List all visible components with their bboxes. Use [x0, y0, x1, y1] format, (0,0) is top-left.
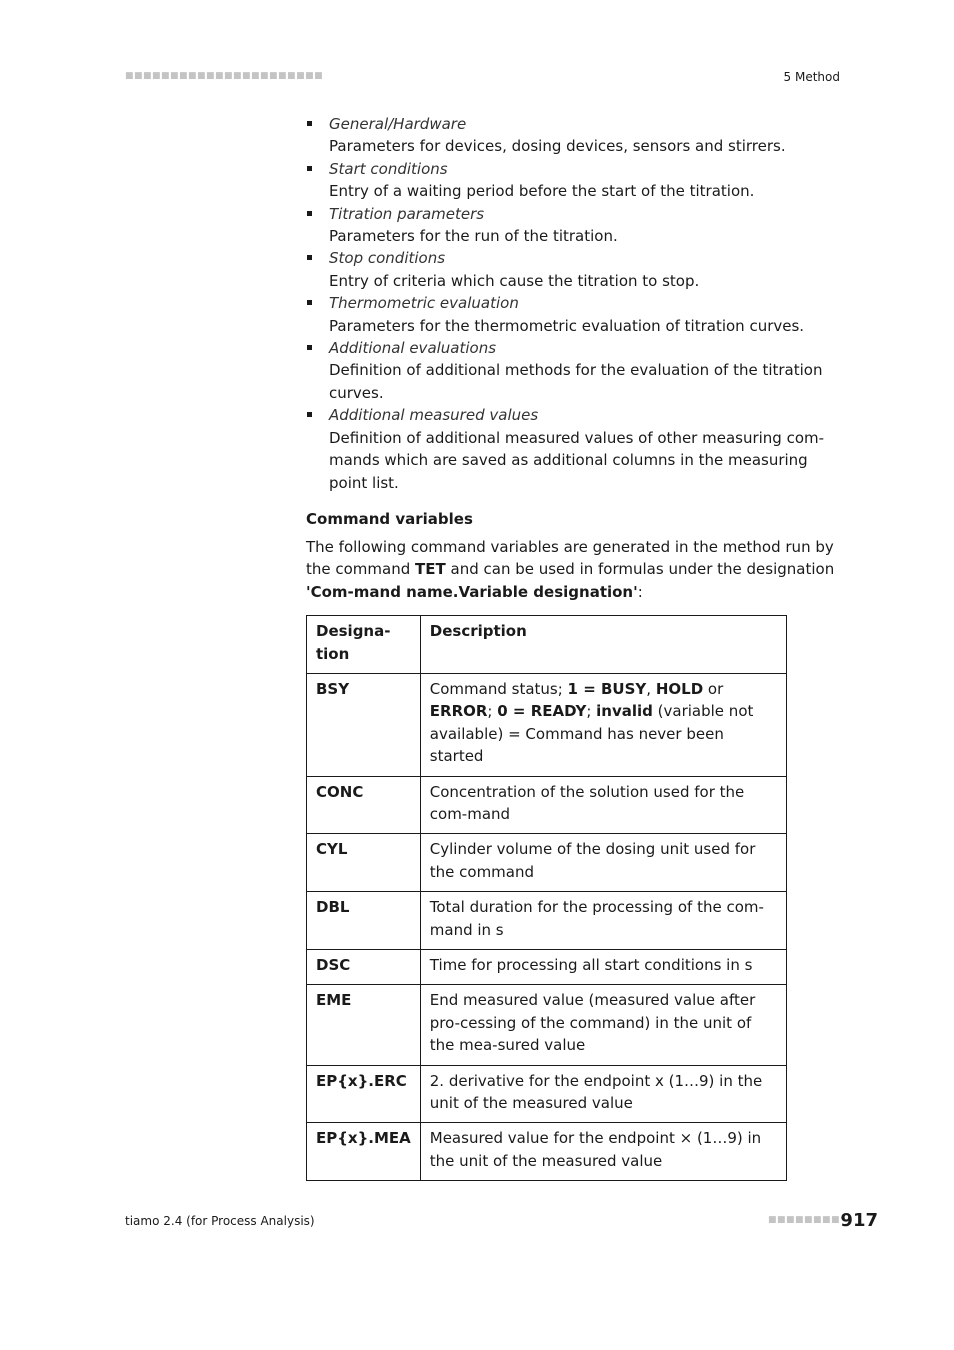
desc-bold: HOLD [655, 679, 704, 698]
bullet-icon [307, 255, 312, 260]
desc-text: , [646, 679, 656, 698]
variable-code: DBL [307, 892, 421, 950]
list-item-title: Additional evaluations [329, 339, 497, 358]
variable-code: EP{x}.ERC [307, 1065, 421, 1123]
list-item-title: General/Hardware [329, 115, 467, 133]
bullet-icon [307, 121, 312, 126]
page-number: 917 [840, 1210, 878, 1231]
list-item-title: Titration parameters [329, 204, 485, 223]
desc-text: ; [586, 702, 597, 721]
variable-description: Cylinder volume of the dosing unit used for the command [420, 834, 786, 892]
desc-text: or [703, 679, 724, 698]
header-decoration: ■■■■■■■■■■■■■■■■■■■■■■ [125, 71, 324, 81]
desc-bold: 1 = BUSY [567, 679, 647, 698]
list-item [306, 404, 838, 494]
variable-code: DSC [307, 950, 421, 985]
command-variables-table [306, 615, 787, 1181]
list-item-desc: Entry of criteria which cause the titration to stop. [329, 271, 700, 290]
variable-description: 2. derivative for the endpoint x (1…9) in the unit of the measured value [420, 1065, 786, 1123]
intro-paragraph [306, 536, 838, 603]
running-header-section: 5 Method [783, 70, 840, 84]
list-item [306, 337, 838, 404]
list-item-title: Thermometric evaluation [329, 294, 519, 313]
column-header-designation: Designa-tion [307, 616, 421, 674]
variable-code: BSY [307, 673, 421, 776]
table-row [307, 985, 787, 1065]
variable-code: CYL [307, 834, 421, 892]
list-item-desc: Definition of additional methods for the evaluation of the titration curves. [329, 361, 823, 402]
footer-decoration: ■■■■■■■■ [767, 1215, 840, 1225]
desc-bold: 0 = READY [497, 702, 587, 721]
parameter-list [306, 113, 838, 494]
desc-bold: invalid [596, 702, 653, 721]
section-heading: Command variables [306, 509, 473, 528]
list-item-title: Start conditions [329, 159, 448, 178]
designation-format: 'Com-mand name.Variable designation' [306, 582, 638, 601]
table-row [307, 950, 787, 985]
list-item-title: Stop conditions [329, 249, 446, 268]
table-row [307, 673, 787, 776]
variable-description [420, 673, 786, 776]
bullet-icon [307, 166, 312, 171]
variable-description: Time for processing all start conditions in s [420, 950, 786, 985]
desc-text: Command status; [429, 679, 568, 698]
variable-description: End measured value (measured value after pro-cessing of the command) in the unit of the mea-sured value [420, 985, 786, 1065]
footer-product-name: tiamo 2.4 (for Process Analysis) [125, 1214, 315, 1228]
variable-description: Measured value for the endpoint × (1…9) in the unit of the measured value [420, 1123, 786, 1181]
list-item-desc: Parameters for devices, dosing devices, sensors and stirrers. [329, 137, 786, 156]
command-name: TET [415, 560, 446, 579]
intro-text: : [637, 582, 643, 601]
table-row [307, 776, 787, 834]
list-item-title: Additional measured values [329, 406, 539, 425]
table-row [307, 834, 787, 892]
variable-code: EP{x}.MEA [307, 1123, 421, 1181]
variable-code: EME [307, 985, 421, 1065]
desc-text: ; [487, 702, 498, 721]
list-item [306, 247, 838, 292]
column-header-description: Description [420, 616, 786, 674]
page-content [306, 113, 838, 1181]
list-item [306, 203, 838, 248]
list-item [306, 158, 838, 203]
bullet-icon [307, 211, 312, 216]
list-item-desc: Parameters for the run of the titration. [329, 227, 618, 246]
list-item [306, 292, 838, 337]
bullet-icon [307, 345, 312, 350]
intro-text: The following command variables are generated in the method run by the command [306, 537, 834, 579]
table-row [307, 1065, 787, 1123]
variable-description: Concentration of the solution used for the com-mand [420, 776, 786, 834]
table-row [307, 892, 787, 950]
intro-text: and can be used in formulas under the designation [445, 560, 835, 579]
bullet-icon [307, 412, 312, 417]
variable-code: CONC [307, 776, 421, 834]
table-row [307, 1123, 787, 1181]
list-item-desc: Parameters for the thermometric evaluation of titration curves. [329, 316, 805, 335]
list-item-desc: Entry of a waiting period before the start of the titration. [329, 182, 755, 201]
desc-bold: ERROR [429, 702, 488, 721]
list-item [306, 113, 838, 158]
desc-text: (variable not available) = Command has never been started [429, 702, 754, 766]
bullet-icon [307, 300, 312, 305]
variable-description: Total duration for the processing of the com-mand in s [420, 892, 786, 950]
list-item-desc: Definition of additional measured values of other measuring com-mands which are saved as additional columns in the measuring point list. [329, 428, 825, 492]
table-header-row [307, 616, 787, 674]
